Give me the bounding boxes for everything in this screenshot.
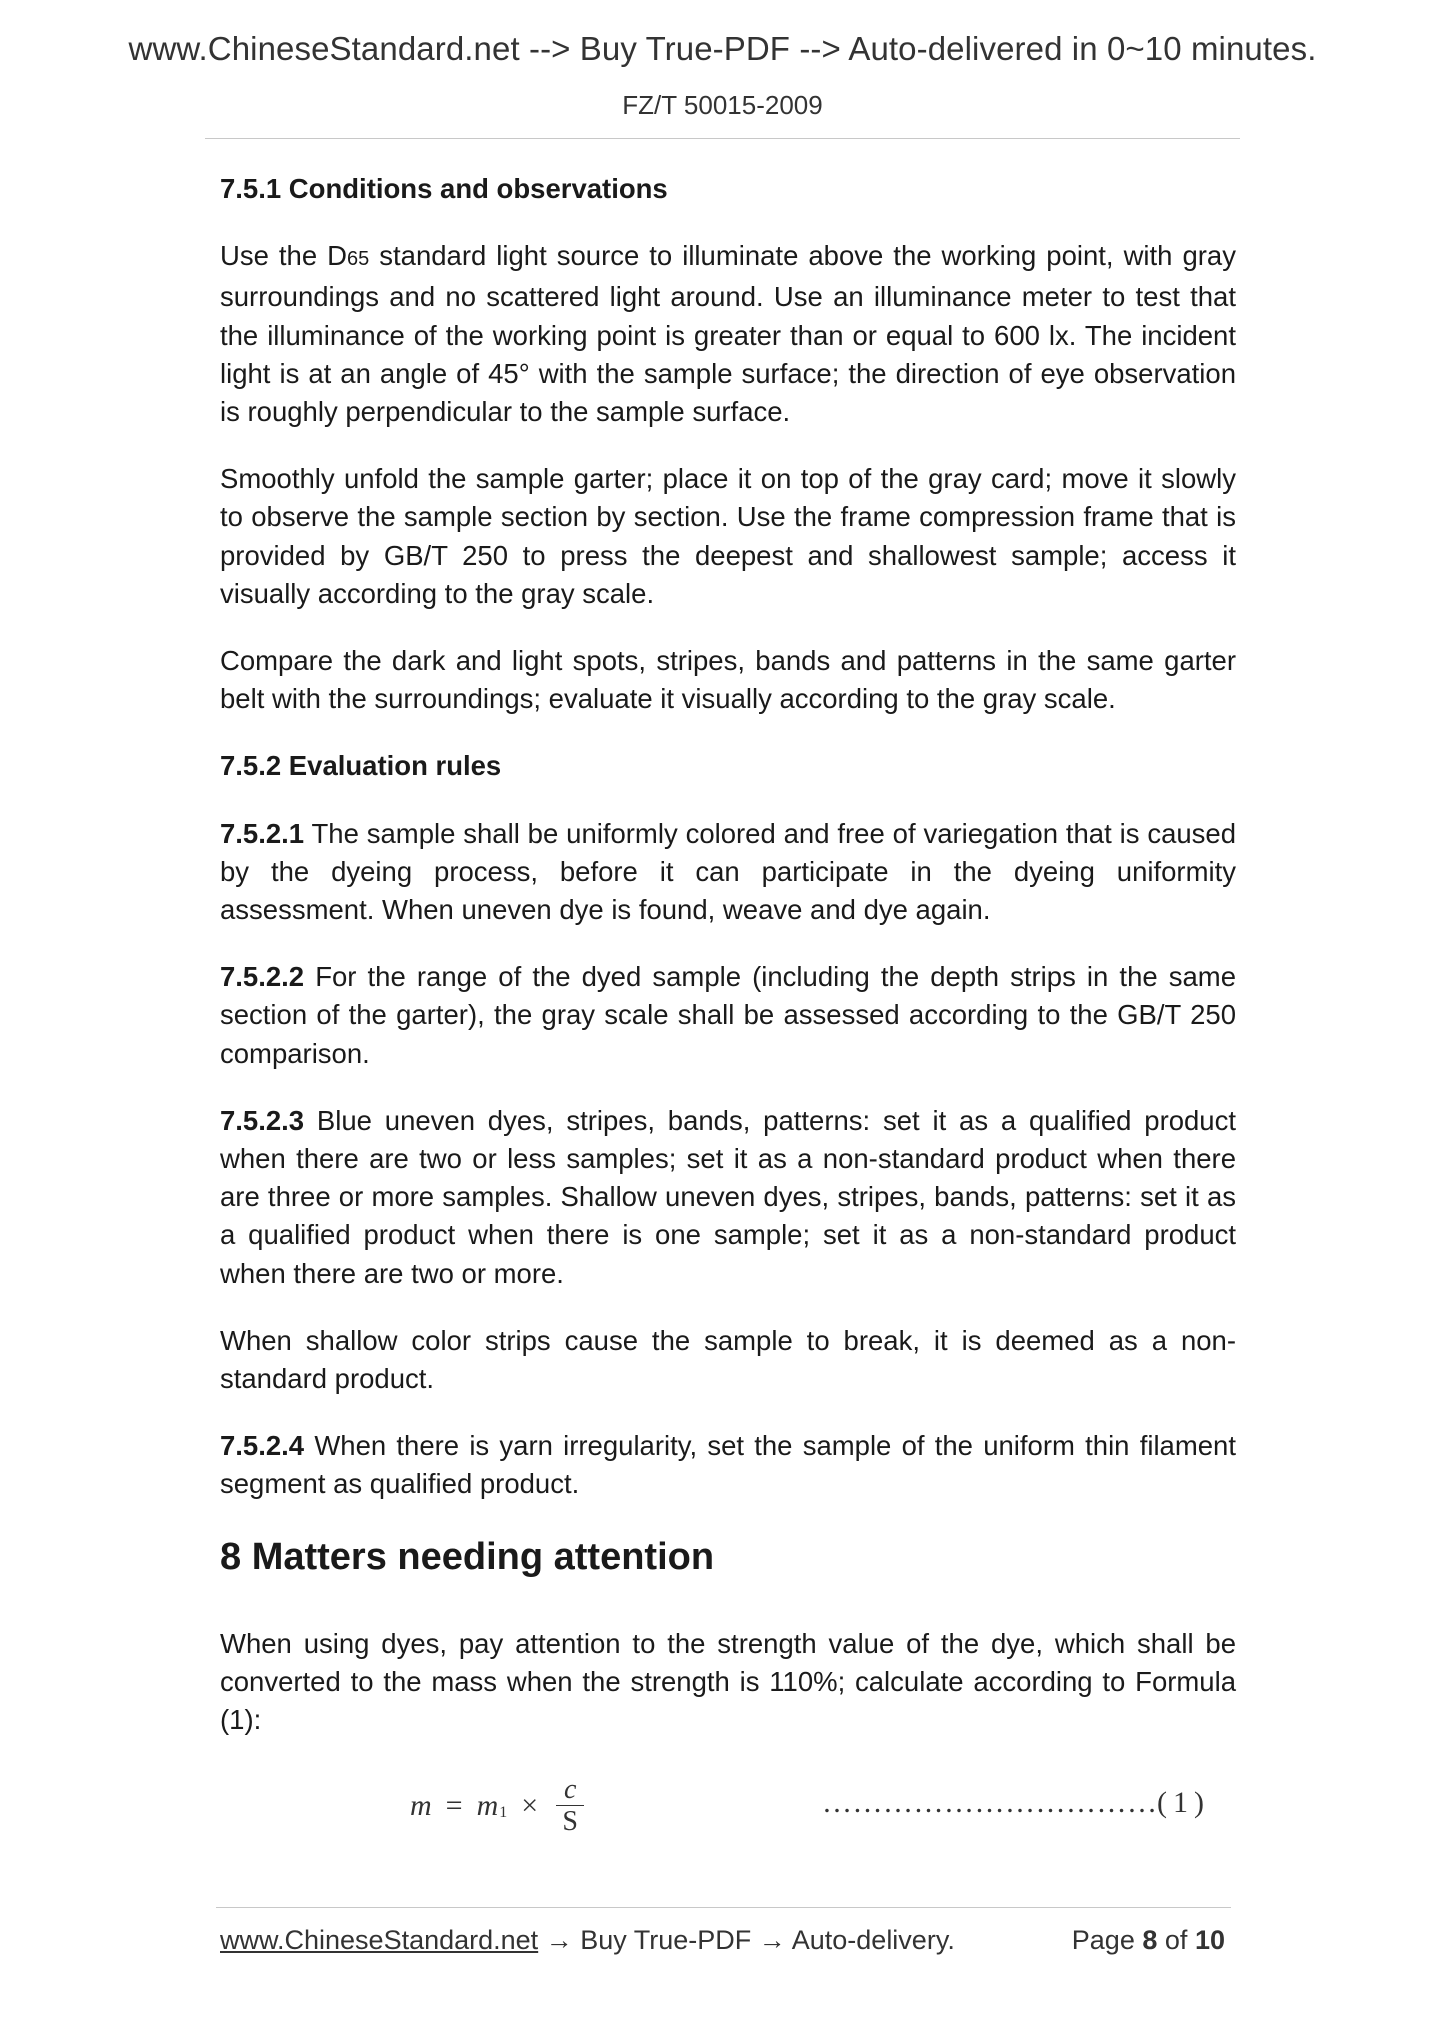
formula-m1-subscript: 1 — [499, 1804, 508, 1822]
paragraph-dye-strength: When using dyes, pay attention to the strength value of the dye, which shall be converted to the mass when the strength is 110%; calculate according to Formula (1): — [220, 1627, 1236, 1736]
header-divider — [205, 138, 1240, 139]
section-7-5-1-heading: 7.5.1 Conditions and observations — [220, 173, 668, 204]
formula-numerator: c — [563, 1773, 577, 1805]
page-of: of — [1164, 1925, 1188, 1955]
page-label: Page — [1071, 1925, 1135, 1955]
footer-site-link[interactable]: www.ChineseStandard.net — [220, 1925, 539, 1955]
paragraph-conditions — [220, 237, 1236, 431]
paragraph-compare-spots: Compare the dark and light spots, stripes, bands and patterns in the same garter belt with the surroundings; evaluate it visually according to the gray scale. — [220, 645, 1236, 715]
formula-denominator: S — [562, 1805, 578, 1837]
formula-fraction — [556, 1775, 584, 1838]
d65-subscript: 65 — [347, 248, 370, 271]
clause-7-5-2-3-number: 7.5.2.3 — [220, 1104, 305, 1136]
paragraph-conditions-rest: standard light source to illuminate above the working point, with gray surroundings and no scattered light around. Use an illuminance meter to test that the illuminance of the working point is greater than or equal to 600 lx. The incident light is at an angle of 45° with the sample surface; the direction of eye observation is roughly perpendicular to the sample surface. — [220, 240, 1236, 428]
formula-expression — [410, 1766, 584, 1846]
page-indicator — [1072, 1925, 1225, 1956]
clause-7-5-2-2-number: 7.5.2.2 — [220, 961, 305, 993]
section-8-heading: 8 Matters needing attention — [220, 1535, 715, 1578]
clause-7-5-2-4-text: When there is yarn irregularity, set the sample of the uniform thin filament segment as qualified product. — [220, 1430, 1236, 1500]
clause-7-5-2-3 — [220, 1102, 1236, 1293]
formula-m1-base: m — [476, 1789, 499, 1823]
footer-divider — [216, 1907, 1231, 1908]
formula-leader-dots: …………………………… — [822, 1786, 1158, 1820]
clause-7-5-2-2-text: For the range of the dyed sample (including the depth strips in the same section of the garter), the gray scale shall be assessed according to the GB/T 250 comparison. — [220, 961, 1236, 1069]
clause-7-5-2-3-text: Blue uneven dyes, stripes, bands, patterns: set it as a qualified product when there are two or less samples; set it as a non-standard product when there are three or more samples. Shallow uneven dyes, stripes, bands, patterns: set it as a qualified product when there is one sample; set it as a non-standard product when there are two or more. — [220, 1104, 1236, 1289]
paragraph-conditions-start: Use the D — [220, 240, 347, 272]
footer-links — [220, 1925, 955, 1956]
clause-7-5-2-1-number: 7.5.2.1 — [220, 817, 305, 849]
formula-times: × — [521, 1789, 539, 1823]
clause-7-5-2-1 — [220, 815, 1236, 930]
page-total: 10 — [1194, 1925, 1225, 1955]
paragraph-unfold-sample: Smoothly unfold the sample garter; place it on top of the gray card; move it slowly to observe the sample section by section. Use the frame compression frame that is provided by GB/T 250 to press the deepest and shallowest sample; access it visually according to the gray scale. — [220, 463, 1236, 609]
clause-7-5-2-4-number: 7.5.2.4 — [220, 1430, 305, 1462]
section-7-5-2-heading: 7.5.2 Evaluation rules — [220, 750, 502, 782]
clause-7-5-2-4 — [220, 1427, 1236, 1503]
formula-lhs: m — [410, 1789, 432, 1823]
document-body — [220, 170, 1236, 1846]
formula-number: (1) — [1157, 1786, 1210, 1820]
clause-7-5-2-2 — [220, 958, 1236, 1073]
site-banner: www.ChineseStandard.net --> Buy True-PDF --> Auto-delivered in 0~10 minutes. — [128, 30, 1317, 67]
paragraph-shallow-strips: When shallow color strips cause the sample to break, it is deemed as a non-standard product. — [220, 1324, 1236, 1395]
clause-7-5-2-1-text: The sample shall be uniformly colored and free of variegation that is caused by the dyeing process, before it can participate in the dyeing uniformity assessment. When uneven dye is found, weave and dye again. — [220, 817, 1236, 926]
page-current: 8 — [1142, 1925, 1158, 1955]
formula-equals: = — [445, 1789, 463, 1823]
footer-trail-text: → Buy True-PDF → Auto-delivery. — [538, 1925, 955, 1955]
formula-1 — [220, 1766, 1236, 1846]
document-number: FZ/T 50015-2009 — [622, 90, 823, 120]
